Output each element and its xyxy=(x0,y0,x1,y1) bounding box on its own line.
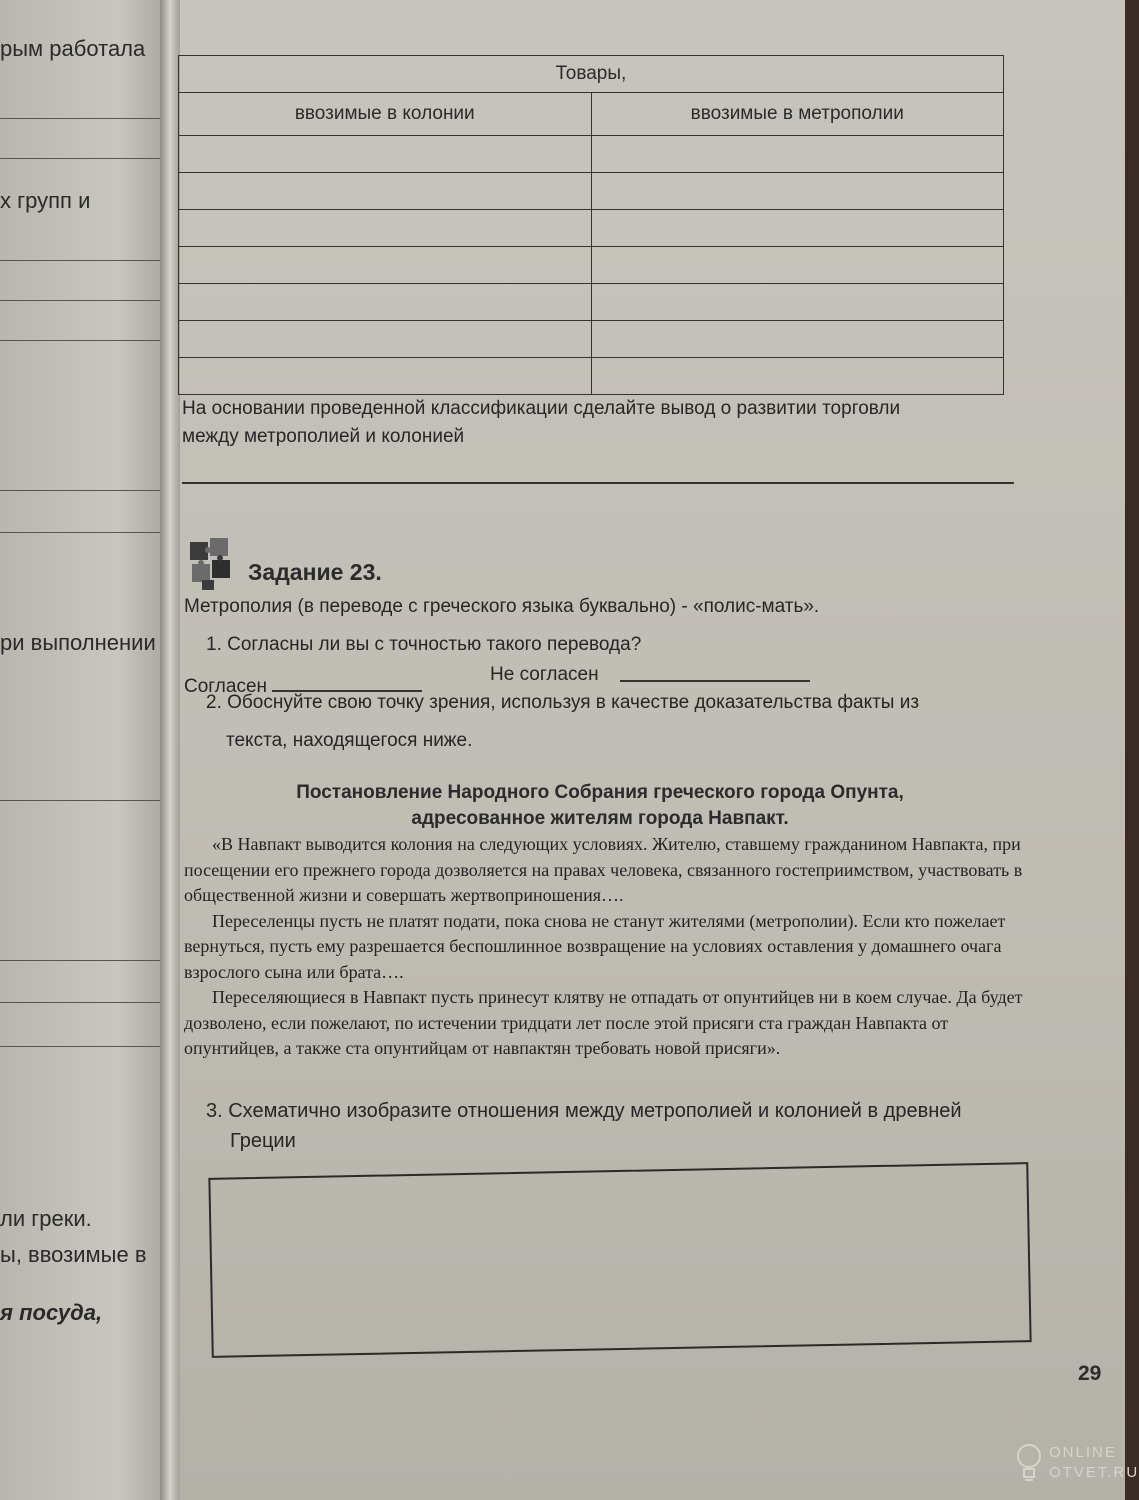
table-cell[interactable] xyxy=(591,284,1004,321)
left-rule xyxy=(0,1046,168,1047)
table-cell[interactable] xyxy=(591,136,1004,173)
question-2-line2: текста, находящегося ниже. xyxy=(226,730,473,751)
task-title: Задание 23. xyxy=(248,559,382,585)
document-paragraph: Переселенцы пусть не платят подати, пока снова не станут жителями (метрополии). Если кто пожелает вернуться, пусть ему разрешается беспошлинное возвращение на условиях оставления у домашнего очага взрослого сына или брата…. xyxy=(184,910,1006,982)
left-rule xyxy=(0,300,168,301)
left-rule xyxy=(0,532,168,533)
document-title xyxy=(190,780,1010,832)
left-fragment: ри выполнении xyxy=(0,630,156,655)
left-rule xyxy=(0,800,168,801)
table-row xyxy=(179,358,1004,395)
table-cell[interactable] xyxy=(591,173,1004,210)
left-rule xyxy=(0,340,168,341)
table-cell[interactable] xyxy=(179,358,592,395)
table-cell[interactable] xyxy=(179,136,592,173)
left-rule xyxy=(0,960,168,961)
left-fragment: ы, ввозимые в xyxy=(0,1242,147,1267)
column-header-colonies: ввозимые в колонии xyxy=(179,93,592,136)
disagree-answer-line[interactable] xyxy=(620,680,810,682)
agree-label: Согласен xyxy=(184,676,268,697)
table-cell[interactable] xyxy=(179,321,592,358)
page-number: 29 xyxy=(1078,1362,1102,1385)
question-3-line1: 3. Схематично изобразите отношения между метрополией и колонией в древней xyxy=(206,1100,962,1122)
table-cell[interactable] xyxy=(591,321,1004,358)
table-row xyxy=(179,136,1004,173)
table-cell[interactable] xyxy=(591,247,1004,284)
table-row xyxy=(179,321,1004,358)
left-rule xyxy=(0,490,168,491)
document-title-line2: адресованное жителям города Навпакт. xyxy=(411,808,789,829)
watermark-line1: ONLINE xyxy=(1049,1444,1117,1461)
lightbulb-icon xyxy=(1015,1442,1043,1484)
puzzle-icon xyxy=(186,536,238,592)
left-rule xyxy=(0,1002,168,1003)
task-intro: Метрополия (в переводе с греческого языка буквально) - «полис-мать». xyxy=(184,596,820,617)
left-rule xyxy=(0,260,168,261)
disagree-label: Не согласен xyxy=(490,664,599,685)
left-fragment: я посуда, xyxy=(0,1300,103,1325)
table-row xyxy=(179,284,1004,321)
document-paragraph: «В Навпакт выводится колония на следующих условиях. Жителю, ставшему гражданином Навпакта, при посещении его прежнего города дозволяется на правах человека, связанного гостеприимством, участвовать в общественной жизни и совершать жертвоприношения…. xyxy=(184,834,1023,905)
goods-table xyxy=(178,55,1004,395)
table-row xyxy=(179,247,1004,284)
left-fragment: рым работала xyxy=(0,36,146,61)
left-page xyxy=(0,0,168,1500)
table-cell[interactable] xyxy=(591,210,1004,247)
question-2-line1: 2. Обоснуйте свою точку зрения, используя в качестве доказательства факты из xyxy=(206,692,920,713)
table-cell[interactable] xyxy=(179,247,592,284)
document-paragraph: Переселяющиеся в Навпакт пусть принесут клятву не отпадать от опунтийцев ни в коем случае. Да будет дозволено, если пожелают, по истечении тридцати лет после этой присяги ста граждан Навпакта от опунтийцев, а также ста опунтийцам от навпактян требовать новой присяги». xyxy=(184,987,1023,1058)
table-row xyxy=(179,173,1004,210)
scheme-answer-box[interactable] xyxy=(208,1162,1031,1358)
conclusion-prompt-line1: На основании проведенной классификации сделайте вывод о развитии торговли xyxy=(182,398,901,419)
document-text xyxy=(184,832,1032,1062)
table-cell[interactable] xyxy=(179,210,592,247)
document-title-line1: Постановление Народного Собрания греческого города Опунта, xyxy=(296,782,904,803)
watermark-line2: OTVET.RU xyxy=(1049,1464,1139,1481)
left-rule xyxy=(0,118,168,119)
question-1: 1. Согласны ли вы с точностью такого перевода? xyxy=(206,634,642,655)
left-rule xyxy=(0,158,168,159)
question-3-line2: Греции xyxy=(230,1130,296,1152)
left-fragment: х групп и xyxy=(0,188,91,213)
table-title: Товары, xyxy=(179,56,1004,93)
table-cell[interactable] xyxy=(591,358,1004,395)
conclusion-prompt-line2: между метрополией и колонией xyxy=(182,426,465,447)
table-row xyxy=(179,210,1004,247)
table-cell[interactable] xyxy=(179,284,592,321)
column-header-metropolis: ввозимые в метрополии xyxy=(591,93,1004,136)
book-gutter xyxy=(160,0,180,1500)
answer-line[interactable] xyxy=(182,482,1014,484)
left-fragment: ли греки. xyxy=(0,1206,92,1231)
table-cell[interactable] xyxy=(179,173,592,210)
watermark xyxy=(1015,1440,1139,1490)
